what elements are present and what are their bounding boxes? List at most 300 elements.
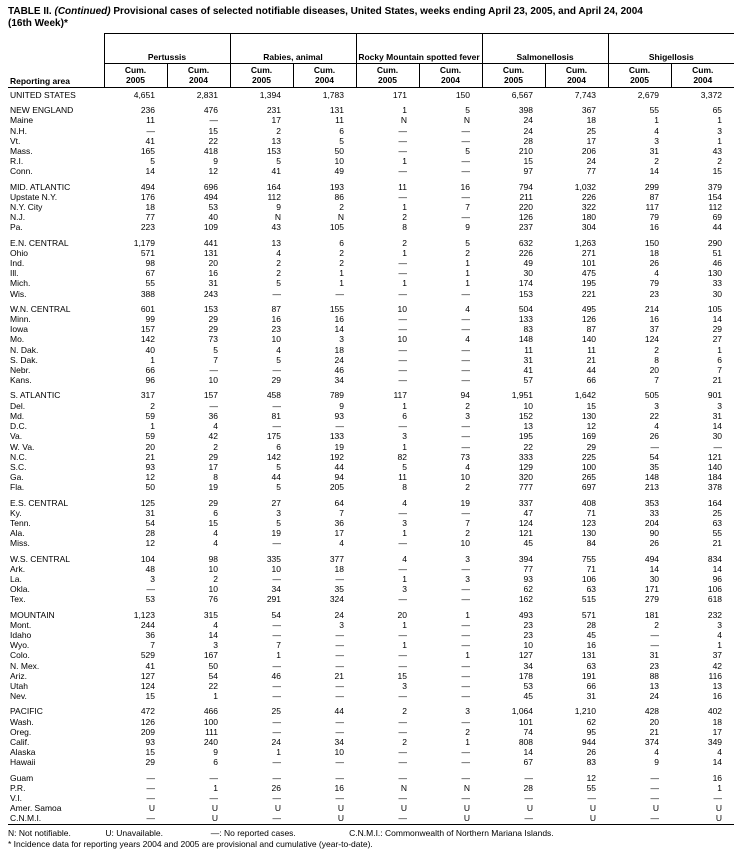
value-cell: 153 [518, 288, 534, 299]
value-cell: 71 [586, 563, 597, 574]
reporting-area-header: Reporting area [8, 34, 104, 88]
value-cell: — [587, 793, 597, 803]
value-cell: — [272, 421, 281, 432]
value-cell: 1,951 [511, 390, 534, 401]
value-cell: 1 [402, 278, 407, 289]
value-cell: 5 [276, 156, 281, 167]
value-cell: — [272, 691, 281, 702]
value-cell: 777 [518, 482, 534, 493]
table-row [8, 268, 734, 278]
value-cell: 66 [586, 375, 597, 386]
reporting-area-cell: Mass. [10, 146, 33, 157]
value-cell: — [398, 146, 407, 157]
value-cell: 9 [654, 757, 660, 768]
value-cell: 4 [276, 344, 281, 355]
value-cell: 26 [271, 782, 281, 793]
value-cell: 493 [518, 609, 534, 620]
value-cell: 1 [402, 528, 407, 539]
reporting-area-cell: Calif. [10, 736, 30, 747]
value-cell: 2 [339, 202, 344, 213]
table-row [8, 192, 734, 202]
value-cell: N [337, 212, 344, 223]
subcol-salmonellosis-2004: Cum. 2004 [545, 64, 608, 88]
value-cell: 44 [712, 222, 723, 233]
reporting-area-cell: Wash. [10, 716, 34, 727]
value-cell: 3 [150, 573, 155, 584]
value-cell: — [398, 716, 407, 727]
value-cell: 29 [208, 314, 218, 325]
value-cell: — [650, 629, 660, 640]
value-cell: 13 [712, 680, 723, 691]
value-cell: 10 [208, 375, 218, 386]
value-cell: 206 [581, 146, 597, 157]
value-cell: 62 [586, 716, 597, 727]
value-cell: 13 [271, 135, 281, 146]
value-cell: — [272, 680, 281, 691]
value-cell: 755 [581, 553, 597, 564]
value-cell: 6 [339, 237, 344, 248]
value-cell: 14 [523, 747, 534, 758]
value-cell: 63 [586, 584, 597, 595]
value-cell: U [715, 813, 723, 824]
reporting-area-cell: Mo. [10, 334, 25, 345]
value-cell: 5 [465, 237, 471, 248]
value-cell: 4 [465, 303, 471, 314]
reporting-area-cell: Kans. [10, 375, 32, 386]
value-cell: 66 [586, 680, 597, 691]
value-cell: 3 [402, 431, 407, 442]
value-cell: 23 [649, 660, 660, 671]
value-cell: — [461, 421, 471, 432]
value-cell: 79 [649, 212, 660, 223]
value-cell: 14 [712, 314, 723, 325]
value-cell: — [398, 650, 407, 661]
value-cell: 54 [145, 517, 155, 528]
value-cell: 7 [150, 640, 155, 651]
reporting-area-cell: Ark. [10, 563, 26, 574]
value-cell: — [335, 691, 344, 702]
reporting-area-cell: Amer. Samoa [10, 803, 62, 814]
value-cell: 77 [586, 166, 597, 177]
value-cell: — [713, 441, 723, 452]
value-cell: 22 [649, 410, 660, 421]
value-cell: U [463, 803, 471, 814]
value-cell: 243 [203, 288, 218, 299]
value-cell: 320 [518, 472, 534, 483]
reporting-area-cell: Va. [10, 431, 23, 442]
reporting-area-cell: UNITED STATES [10, 90, 76, 100]
value-cell: 3 [717, 619, 723, 630]
value-cell: 35 [649, 461, 660, 472]
table-row [8, 554, 734, 564]
value-cell: 8 [402, 222, 407, 233]
value-cell: 7 [213, 354, 218, 365]
value-cell: 176 [140, 191, 155, 202]
value-cell: 494 [644, 553, 660, 564]
value-cell: 1,394 [259, 90, 281, 100]
reporting-area-cell: Ariz. [10, 670, 27, 681]
value-cell: 6,567 [511, 90, 534, 100]
table-row [8, 793, 734, 803]
value-cell: 37 [712, 650, 723, 661]
value-cell: 27 [712, 334, 723, 345]
value-cell: 808 [518, 736, 534, 747]
value-cell: 353 [644, 497, 660, 508]
value-cell: 2 [276, 268, 281, 279]
reporting-area-cell: N. Mex. [10, 660, 40, 671]
value-cell: 571 [581, 609, 597, 620]
value-cell: 4 [402, 497, 407, 508]
reporting-area-cell: Vt. [10, 135, 21, 146]
reporting-area-cell: Guam [10, 772, 34, 783]
value-cell: 116 [708, 670, 723, 681]
value-cell: 240 [203, 736, 218, 747]
value-cell: — [209, 400, 218, 411]
value-cell: 1 [402, 400, 407, 411]
value-cell: 165 [140, 146, 155, 157]
value-cell: 2 [339, 258, 344, 269]
value-cell: 65 [712, 105, 723, 116]
value-cell: 153 [266, 146, 281, 157]
value-cell: 5 [465, 105, 471, 116]
value-cell: 1 [717, 135, 723, 146]
value-cell: 1 [465, 609, 471, 620]
value-cell: 130 [581, 410, 597, 421]
value-cell: — [209, 365, 218, 376]
value-cell: 14 [334, 324, 344, 335]
reporting-area-cell: W.N. CENTRAL [10, 303, 71, 314]
value-cell: 1,783 [322, 90, 344, 100]
notifiable-diseases-table [8, 33, 734, 825]
value-cell: 1,642 [574, 390, 597, 401]
value-cell: 74 [523, 726, 534, 737]
value-cell: 26 [649, 258, 660, 269]
value-cell: 1 [717, 115, 723, 126]
value-cell: 148 [644, 472, 660, 483]
value-cell: — [146, 793, 155, 803]
reporting-area-cell: Utah [10, 680, 28, 691]
value-cell: — [335, 640, 344, 651]
value-cell: — [335, 793, 344, 803]
table-row [8, 518, 734, 528]
value-cell: 34 [334, 375, 344, 386]
value-cell: — [524, 772, 534, 783]
value-cell: 6 [213, 507, 218, 518]
value-cell: 6 [213, 757, 218, 768]
reporting-area-cell: Nebr. [10, 365, 31, 376]
value-cell: 1 [213, 782, 218, 793]
value-cell: — [335, 629, 344, 640]
value-cell: 25 [712, 507, 723, 518]
value-cell: 2 [402, 736, 407, 747]
table-row [8, 472, 734, 482]
table-title-prefix: TABLE II. [8, 6, 52, 17]
value-cell: 3 [717, 400, 723, 411]
value-cell: 131 [329, 105, 344, 116]
value-cell: 349 [707, 736, 723, 747]
value-cell: — [398, 507, 407, 518]
value-cell: — [461, 431, 471, 442]
table-row [8, 681, 734, 691]
reporting-area-cell: Conn. [10, 166, 33, 177]
value-cell: 466 [203, 706, 218, 717]
reporting-area-cell: Hawaii [10, 757, 36, 768]
value-cell: 15 [523, 156, 534, 167]
value-cell: 31 [712, 410, 723, 421]
column-group-row [8, 34, 734, 64]
value-cell: 50 [208, 660, 218, 671]
value-cell: 93 [334, 410, 344, 421]
value-cell: 83 [523, 324, 534, 335]
value-cell: 3 [339, 334, 344, 345]
value-cell: 49 [523, 258, 534, 269]
value-cell: 54 [649, 451, 660, 462]
reporting-area-cell: Pa. [10, 222, 23, 233]
table-row [8, 620, 734, 630]
reporting-area-cell: Okla. [10, 584, 30, 595]
value-cell: 16 [586, 640, 597, 651]
value-cell: 69 [712, 212, 723, 223]
reporting-area-cell: E.S. CENTRAL [10, 497, 69, 508]
footnotes [8, 828, 730, 850]
value-cell: 169 [581, 431, 597, 442]
value-cell: 394 [518, 553, 534, 564]
value-cell: 127 [518, 650, 534, 661]
value-cell: 696 [203, 181, 218, 192]
value-cell: 231 [266, 105, 281, 116]
value-cell: 4,651 [133, 90, 155, 100]
reporting-area-cell: Miss. [10, 538, 30, 549]
value-cell: 221 [581, 288, 597, 299]
value-cell: 10 [397, 303, 407, 314]
value-cell: 100 [581, 461, 597, 472]
subcol-rabies-2004: Cum. 2004 [293, 64, 356, 88]
table-row [8, 747, 734, 757]
value-cell: — [461, 691, 471, 702]
value-cell: 2 [402, 706, 407, 717]
value-cell: 66 [145, 365, 155, 376]
value-cell: 337 [518, 497, 534, 508]
table-row [8, 594, 734, 604]
value-cell: 28 [523, 782, 534, 793]
value-cell: 90 [649, 528, 660, 539]
value-cell: 209 [140, 726, 155, 737]
value-cell: 1 [465, 278, 471, 289]
value-cell: — [398, 629, 407, 640]
value-cell: 402 [707, 706, 723, 717]
value-cell: 49 [334, 166, 344, 177]
reporting-area-cell: Maine [10, 115, 34, 126]
value-cell: 50 [334, 146, 344, 157]
value-cell: U [337, 803, 344, 814]
value-cell: U [526, 803, 534, 814]
value-cell: 632 [518, 237, 534, 248]
value-cell: 101 [581, 258, 597, 269]
value-cell: 99 [145, 314, 155, 325]
value-cell: 10 [271, 563, 281, 574]
value-cell: 25 [271, 706, 281, 717]
column-group-shigellosis: Shigellosis [608, 34, 734, 64]
subcol-salmonellosis-2005: Cum. 2005 [482, 64, 545, 88]
value-cell: 291 [266, 594, 281, 605]
table-row [8, 564, 734, 574]
value-cell: 2 [654, 344, 660, 355]
value-cell: 505 [644, 390, 660, 401]
value-cell: 13 [649, 680, 660, 691]
value-cell: 106 [581, 573, 597, 584]
value-cell: 29 [208, 497, 218, 508]
value-cell: 5 [339, 135, 344, 146]
reporting-area-cell: N.C. [10, 451, 27, 462]
value-cell: 1 [402, 573, 407, 584]
reporting-area-cell: Md. [10, 410, 25, 421]
value-cell: 5 [276, 461, 281, 472]
value-cell: — [335, 716, 344, 727]
value-cell: 10 [460, 472, 471, 483]
subcol-shigellosis-2005: Cum. 2005 [608, 64, 671, 88]
value-cell: — [398, 344, 407, 355]
value-cell: — [398, 660, 407, 671]
value-cell: 15 [586, 400, 597, 411]
value-cell: 63 [586, 660, 597, 671]
value-cell: 21 [712, 538, 723, 549]
table-row [8, 482, 734, 492]
value-cell: — [272, 288, 281, 299]
value-cell: 1 [276, 747, 281, 758]
table-title-continued: (Continued) [54, 6, 111, 17]
reporting-area-cell: N.J. [10, 212, 26, 223]
value-cell: 23 [523, 629, 534, 640]
value-cell: 236 [140, 105, 155, 116]
value-cell: 24 [334, 354, 344, 365]
value-cell: 16 [460, 181, 471, 192]
value-cell: 124 [644, 334, 660, 345]
value-cell: 618 [707, 594, 723, 605]
value-cell: 12 [145, 472, 155, 483]
value-cell: 95 [586, 726, 597, 737]
value-cell: 22 [208, 680, 218, 691]
value-cell: 12 [208, 166, 218, 177]
value-cell: N [400, 115, 407, 126]
value-cell: 127 [140, 670, 155, 681]
value-cell: 94 [460, 390, 471, 401]
reporting-area-cell: Ky. [10, 507, 22, 518]
reporting-area-cell: S. ATLANTIC [10, 390, 61, 401]
value-cell: — [398, 772, 407, 783]
value-cell: — [398, 365, 407, 376]
value-cell: 214 [644, 303, 660, 314]
reporting-area-cell: La. [10, 573, 22, 584]
value-cell: 211 [519, 191, 534, 202]
value-cell: 408 [581, 497, 597, 508]
value-cell: 5 [276, 354, 281, 365]
value-cell: — [461, 375, 471, 386]
value-cell: 16 [649, 222, 660, 233]
column-group-salmonellosis: Salmonellosis [482, 34, 608, 64]
value-cell: — [398, 813, 407, 824]
value-cell: 109 [203, 222, 218, 233]
value-cell: U [652, 803, 660, 814]
value-cell: — [461, 354, 471, 365]
table-row [8, 345, 734, 355]
table-row [8, 538, 734, 548]
value-cell: 15 [712, 166, 723, 177]
value-cell: — [650, 640, 660, 651]
value-cell: — [461, 793, 471, 803]
value-cell: 5 [402, 461, 407, 472]
value-cell: 4 [654, 747, 660, 758]
value-cell: 1,123 [133, 609, 155, 620]
value-cell: 112 [708, 202, 723, 213]
value-cell: 36 [145, 629, 155, 640]
value-cell: — [398, 125, 407, 136]
value-cell: — [335, 650, 344, 661]
value-cell: 47 [523, 507, 534, 518]
value-cell: 34 [523, 660, 534, 671]
value-cell: 374 [644, 736, 660, 747]
value-cell: — [272, 757, 281, 768]
value-cell: 44 [586, 365, 597, 376]
value-cell: 1 [339, 268, 344, 279]
subcol-rabies-2005: Cum. 2005 [230, 64, 293, 88]
reporting-area-cell: N. Dak. [10, 344, 39, 355]
value-cell: 23 [271, 324, 281, 335]
value-cell: 271 [581, 247, 597, 258]
value-cell: 16 [712, 691, 723, 702]
value-cell: 33 [712, 278, 723, 289]
value-cell: 126 [140, 716, 155, 727]
table-row [8, 166, 734, 176]
value-cell: 24 [523, 125, 534, 136]
value-cell: U [715, 803, 723, 814]
value-cell: 191 [581, 670, 597, 681]
value-cell: 4 [654, 268, 660, 279]
value-cell: 1 [654, 115, 660, 126]
table-row [8, 452, 734, 462]
value-cell: 20 [649, 365, 660, 376]
value-cell: 7 [465, 202, 471, 213]
value-cell: 20 [145, 441, 155, 452]
value-cell: 164 [707, 497, 723, 508]
table-title-week: (16th Week)* [8, 18, 68, 29]
value-cell: 45 [523, 538, 534, 549]
reporting-area-cell: C.N.M.I. [10, 813, 42, 824]
value-cell: 22 [208, 135, 218, 146]
value-cell: — [461, 640, 471, 651]
table-row [8, 584, 734, 594]
value-cell: — [398, 726, 407, 737]
table-row [8, 390, 734, 400]
value-cell: 1,064 [511, 706, 534, 717]
value-cell: 3 [276, 507, 281, 518]
value-cell: — [461, 314, 471, 325]
value-cell: 192 [329, 451, 344, 462]
value-cell: U [400, 803, 407, 814]
table-row [8, 431, 734, 441]
value-cell: 55 [586, 782, 597, 793]
table-row [8, 88, 734, 101]
value-cell: 3 [717, 125, 723, 136]
value-cell: — [650, 441, 660, 452]
value-cell: 3 [654, 400, 660, 411]
value-cell: 515 [581, 594, 597, 605]
value-cell: — [461, 680, 471, 691]
reporting-area-cell: V.I. [10, 793, 22, 803]
value-cell: 167 [203, 650, 218, 661]
value-cell: 14 [649, 563, 660, 574]
value-cell: — [461, 563, 471, 574]
value-cell: 2 [276, 125, 281, 136]
